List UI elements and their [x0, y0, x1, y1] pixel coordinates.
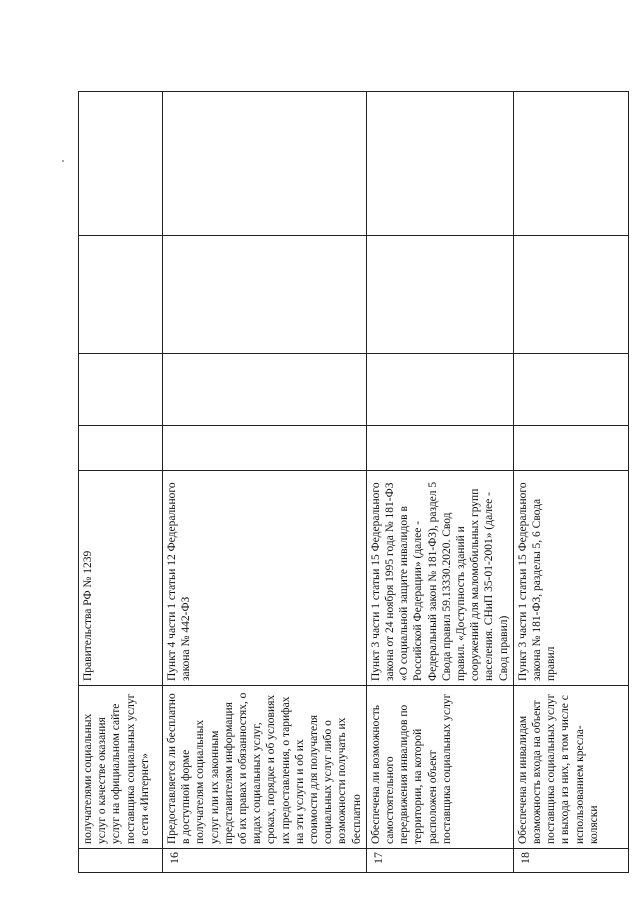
answer-yes-cell	[513, 426, 628, 471]
answer-not-applicable-cell	[163, 236, 367, 354]
answer-no-cell	[163, 354, 367, 426]
question-cell: Обеспечена ли инвалидам возможность входа на объект поставщика социальных услуг и выхода из них, в том числе с использованием кресла-коляски	[513, 686, 628, 849]
answer-no-cell	[513, 354, 628, 426]
answer-not-applicable-cell	[513, 236, 628, 354]
row-number: 16	[163, 849, 367, 873]
legal-basis-cell: Пункт 4 части 1 статьи 12 Федерального закона № 442-ФЗ	[163, 471, 367, 686]
row-number: 18	[513, 849, 628, 873]
notes-cell	[366, 92, 513, 236]
answer-no-cell	[366, 354, 513, 426]
row-number: 17	[366, 849, 513, 873]
question-cell: Обеспечена ли возможность самостоятельного передвижения инвалидов по территории, на которой расположен объект поставщика социальных услуг	[366, 686, 513, 849]
checklist-table	[78, 91, 629, 873]
rotated-table-container	[78, 92, 598, 873]
question-cell: Предоставляется ли бесплатно в доступной форме получателям социальных услуг или их законным представителям информация об их правах и обязанностях, о видах социальных услуг, сроках, порядке и об условиях их предоставления, о тарифах на эти услуги и об их стоимости для получателя социальных услуг либо о возможности получать их бесплатно	[163, 686, 367, 849]
legal-basis-cell: Пункт 3 части 1 статьи 15 Федерального закона № 181-ФЗ, разделы 5, 6 Свода правил	[513, 471, 628, 686]
answer-not-applicable-cell	[79, 236, 163, 354]
row-number	[79, 849, 163, 873]
question-cell: получателями социальных услуг о качестве оказания услуг на официальном сайте поставщика социальных услуг в сети «Интернет»	[79, 686, 163, 849]
answer-yes-cell	[79, 426, 163, 471]
table-row	[163, 92, 367, 873]
answer-yes-cell	[163, 426, 367, 471]
scan-speck	[62, 160, 64, 162]
answer-no-cell	[79, 354, 163, 426]
answer-yes-cell	[366, 426, 513, 471]
table-row	[79, 92, 163, 873]
notes-cell	[79, 92, 163, 236]
legal-basis-cell: Пункт 3 части 1 статьи 15 Федерального закона от 24 ноября 1995 года № 181-ФЗ «О социальной защите инвалидов в Российской Федерации» (далее - Федеральный закон № 181-ФЗ), раздел 5 Свода правил 59.13330.2020. Свод правил. «Доступность зданий и сооружений для маломобильных групп населения. СНиП 35-01-2001» (далее - Свод правил)	[366, 471, 513, 686]
answer-not-applicable-cell	[366, 236, 513, 354]
legal-basis-cell: Правительства РФ № 1239	[79, 471, 163, 686]
table-row	[366, 92, 513, 873]
notes-cell	[163, 92, 367, 236]
table-row	[513, 92, 628, 873]
notes-cell	[513, 92, 628, 236]
